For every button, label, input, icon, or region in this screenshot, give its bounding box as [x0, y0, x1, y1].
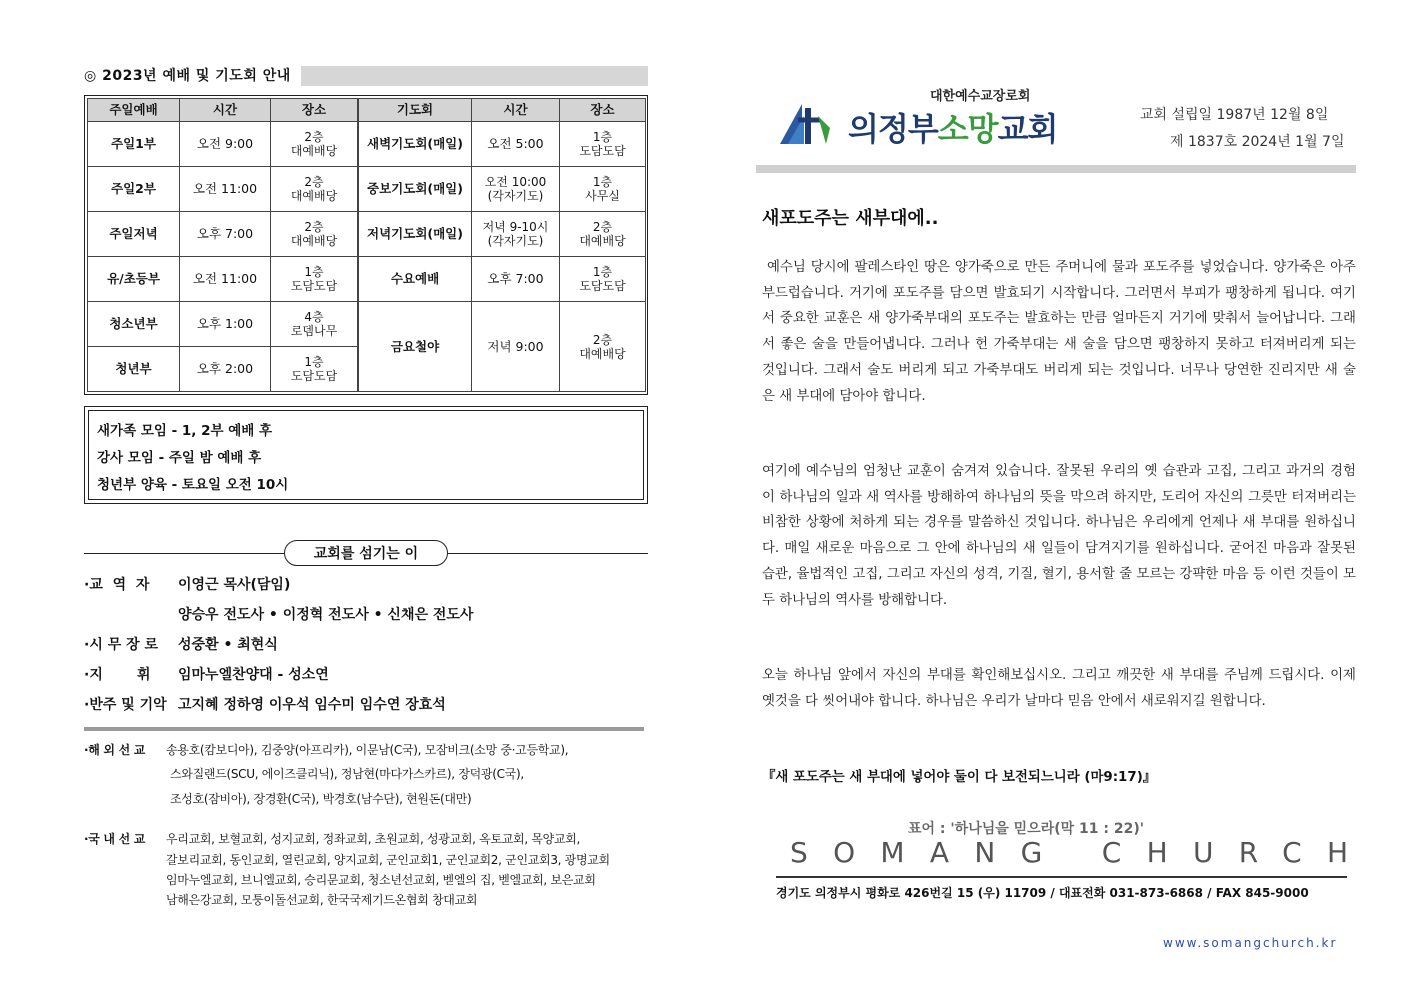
- serving-section-title: 교회를 섬기는 이: [284, 540, 448, 566]
- meeting-name: 중보기도회(매일): [359, 167, 472, 212]
- church-wordmark: SOMANG CHURCH: [790, 836, 1374, 869]
- meeting-name: 저녁기도회(매일): [359, 212, 472, 257]
- table-row: [359, 122, 646, 167]
- table-row: [359, 302, 646, 392]
- meeting-place: 2층 대예배당: [560, 212, 646, 257]
- service-place: 2층 대예배당: [271, 167, 358, 212]
- overseas-missions-label: ·해 외 선 교: [84, 743, 146, 757]
- table-row: [359, 212, 646, 257]
- prayer-meeting-table: [358, 98, 646, 392]
- notice-item: 강사 모임 - 주일 밤 예배 후: [97, 450, 262, 466]
- meeting-time: 오전 5:00: [472, 122, 560, 167]
- church-motto: 표어 : '하나님을 믿으라(막 11 : 22)': [908, 821, 1145, 837]
- service-place: 2층 대예배당: [271, 122, 358, 167]
- table-row: [359, 257, 646, 302]
- staff-row: 양승우 전도사 • 이정혁 전도사 • 신채은 전도사: [178, 607, 474, 623]
- table-header: 장소: [271, 99, 358, 122]
- table-row: [359, 167, 646, 212]
- service-time: 오후 2:00: [180, 347, 271, 392]
- table-header: 시간: [472, 99, 560, 122]
- issue-info: 제 1837호 2024년 1월 7일: [1170, 134, 1345, 150]
- meeting-name: 새벽기도회(매일): [359, 122, 472, 167]
- scripture-verse: 『새 포도주는 새 부대에 넣어야 둘이 다 보전되느니라 (마9:17)』: [762, 770, 1157, 785]
- service-time: 오후 1:00: [180, 302, 271, 347]
- staff-row: ·교 역 자 이영근 목사(담임): [84, 577, 291, 593]
- table-header: 기도회: [359, 99, 472, 122]
- table-row: [88, 122, 358, 167]
- table-header: 장소: [560, 99, 646, 122]
- service-place: 2층 대예배당: [271, 212, 358, 257]
- staff-row: ·반주 및 기악 고지혜 정하영 이우석 임수미 임수연 장효석: [84, 697, 446, 713]
- staff-row: ·지 휘 임마누엘찬양대 - 성소연: [84, 667, 329, 683]
- article-paragraph: 오늘 하나님 앞에서 자신의 부대를 확인해보십시오. 그리고 깨끗한 새 부대를 주님께 드립시다. 이제 옛것을 다 씻어내야 합니다. 하나님은 우리가 날마다 믿음 안에서 새로워지길 원합니다.: [762, 668, 1356, 709]
- service-time: 오전 9:00: [180, 122, 271, 167]
- table-row: [88, 257, 358, 302]
- denomination-label: 대한예수교장로회: [930, 89, 1031, 104]
- overseas-missions-line: 조성호(잠비아), 장경환(C국), 박경호(남수단), 현원돈(대만): [170, 792, 472, 806]
- service-name: 유/초등부: [88, 257, 180, 302]
- article-paragraph: 예수님 당시에 팔레스타인 땅은 양가죽으로 만든 주머니에 물과 포도주를 넣었습니다. 양가죽은 아주 부드럽습니다. 거기에 포도주를 담으면 발효되기 시작합니다. 그러면서 부피가 팽창하게 됩니다. 여기서 중요한 교훈은 새 양가죽부대의 포도주는 발효하는 만큼 얼마든지 거기에 맞춰서 늘어납니다. 그래서 좋은 술을 만들어냅니다. 그러나 헌 가죽부대는 새 술을 담으면 팽창하지 못하고 터져버리게 되는 것입니다. 그래서 술도 버리게 되고 가죽부대도 버리게 되는 것입니다. 너무나 당연한 진리지만 새 술은 새 부대에 담아야 합니다.: [762, 260, 1361, 404]
- service-name: 주일저녁: [88, 212, 180, 257]
- table-row: [88, 212, 358, 257]
- established-date: 교회 설립일 1987년 12월 8일: [1140, 107, 1329, 123]
- service-time: 오전 11:00: [180, 167, 271, 212]
- table-row: [88, 302, 358, 347]
- overseas-missions-line: 송용호(캄보디아), 김중양(아프리카), 이문남(C국), 모잠비크(소망 중·고등학교),: [166, 743, 569, 757]
- service-time: 오전 11:00: [180, 257, 271, 302]
- church-name: 의정부소망교회: [848, 110, 1058, 148]
- table-header: 주일예배: [88, 99, 180, 122]
- domestic-missions-line: 남해은강교회, 모퉁이돌선교회, 한국국제기드온협회 창대교회: [166, 893, 478, 907]
- meeting-time: 저녁 9-10시 (각자기도): [472, 212, 560, 257]
- notice-item: 새가족 모임 - 1, 2부 예배 후: [97, 423, 273, 439]
- website-link[interactable]: www.somangchurch.kr: [1163, 936, 1338, 950]
- church-logo-icon: [778, 98, 844, 148]
- section-divider: [84, 727, 644, 731]
- table-header: 시간: [180, 99, 271, 122]
- masthead-bar: [756, 165, 1356, 173]
- meeting-time: 오전 10:00 (각자기도): [472, 167, 560, 212]
- footer-rule: [776, 876, 1347, 878]
- schedule-section-header: [84, 66, 648, 86]
- service-name: 주일1부: [88, 122, 180, 167]
- meeting-name: 수요예배: [359, 257, 472, 302]
- service-name: 청년부: [88, 347, 180, 392]
- service-place: 1층 도담도담: [271, 257, 358, 302]
- church-address: 경기도 의정부시 평화로 426번길 15 (우) 11709 / 대표전화 031-873-6868 / FAX 845-9000: [776, 886, 1309, 900]
- meeting-time: 오후 7:00: [472, 257, 560, 302]
- notice-item: 청년부 양육 - 토요일 오전 10시: [97, 477, 289, 493]
- meeting-name: 금요철야: [359, 302, 472, 392]
- domestic-missions-line: 우리교회, 보혈교회, 성지교회, 정좌교회, 초원교회, 성광교회, 옥토교회, 목양교회,: [166, 832, 581, 846]
- domestic-missions-line: 임마누엘교회, 브니엘교회, 승리문교회, 청소년선교회, 벧엘의 집, 벧엘교회, 보은교회: [166, 873, 596, 887]
- article-paragraph: 여기에 예수님의 엄청난 교훈이 숨겨져 있습니다. 잘못된 우리의 옛 습관과 고집, 그리고 과거의 경험이 하나님의 일과 새 역사를 방해하여 하나님의 뜻을 막으려 하지만, 도리어 자신의 그릇만 터져버리는 비참한 상황에 처하게 되는 경우를 말씀하신 것입니다. 하나님은 우리에게 언제나 새 부대를 원하십니다. 매일 새로운 마음으로 그 안에 하나님의 새 일들이 담겨지기를 원하십니다. 굳어진 마음과 잘못된 습관, 율법적인 고집, 그리고 자신의 성격, 기질, 혈기, 용서할 줄 모르는 강퍅한 마음 등 이런 것들이 모두 하나님의 역사를 방해합니다.: [762, 464, 1356, 608]
- service-place: 1층 도담도담: [271, 347, 358, 392]
- domestic-missions-label: ·국 내 선 교: [84, 832, 146, 846]
- article-title: 새포도주는 새부대에..: [762, 208, 939, 229]
- schedule-box: [84, 95, 648, 395]
- table-row: [88, 347, 358, 392]
- staff-row: ·시 무 장 로 성중환 • 최현식: [84, 637, 278, 653]
- overseas-missions-line: 스와질랜드(SCU, 에이즈클리닉), 정남현(마다가스카르), 장덕광(C국),: [170, 767, 524, 781]
- schedule-section-title: ◎ 2023년 예배 및 기도회 안내: [84, 66, 301, 86]
- notice-box: [84, 406, 648, 504]
- service-name: 주일2부: [88, 167, 180, 212]
- sunday-worship-table: [87, 98, 358, 392]
- service-time: 오후 7:00: [180, 212, 271, 257]
- meeting-time: 저녁 9:00: [472, 302, 560, 392]
- meeting-place: 1층 사무실: [560, 167, 646, 212]
- service-name: 청소년부: [88, 302, 180, 347]
- table-row: [88, 167, 358, 212]
- meeting-place: 2층 대예배당: [560, 302, 646, 392]
- meeting-place: 1층 도담도담: [560, 122, 646, 167]
- domestic-missions-line: 갈보리교회, 동인교회, 열린교회, 양지교회, 군인교회1, 군인교회2, 군인교회3, 광명교회: [166, 853, 610, 867]
- service-place: 4층 로뎀나무: [271, 302, 358, 347]
- meeting-place: 1층 도담도담: [560, 257, 646, 302]
